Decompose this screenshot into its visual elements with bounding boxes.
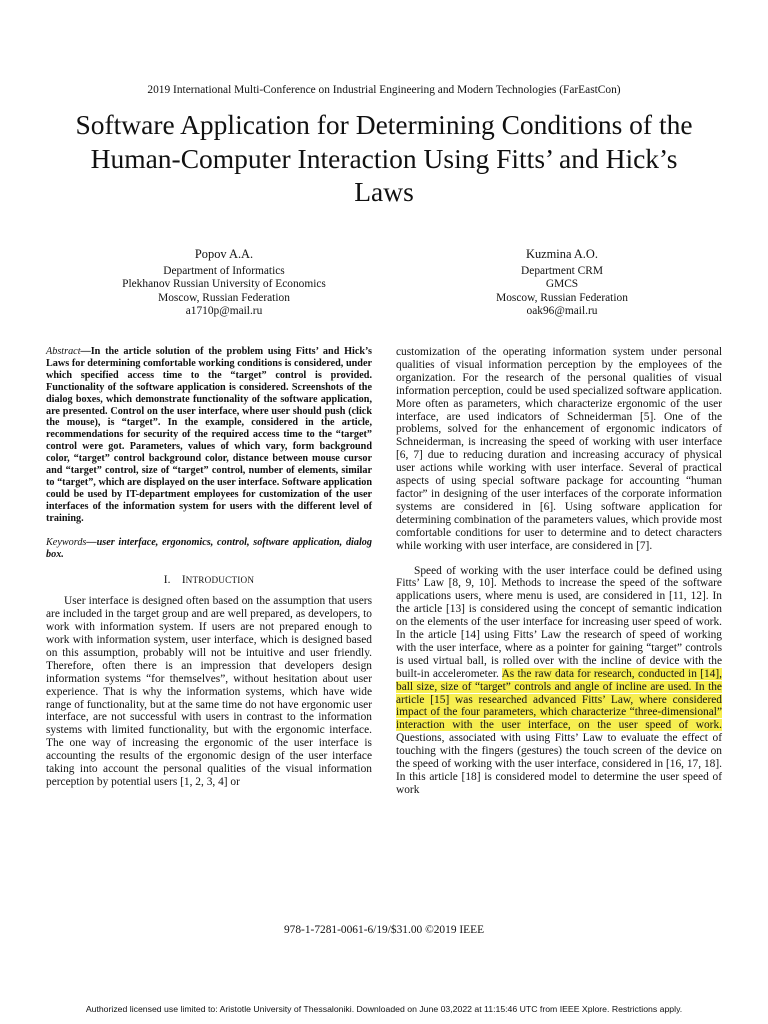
section-heading-introduction (46, 574, 372, 587)
section-title-rest: NTRODUCTION (185, 575, 255, 586)
author-block-1 (84, 248, 364, 319)
section-initial: I (181, 574, 186, 587)
abstract-text: In the article solution of the problem using Fitts’ and Hick’s Laws for determining comfortable working conditions is considered, under which specified access time to the “target” control is provided. Functionality of the software application is considered. Screenshots of the dialog boxes, which demonstrate functionality of the software application, are presented. Control on the user interface, where user should push (click the mouse), is “target”. In the example, considered in the article, recommendations for security of the required access time to the “target” control were got. Parameters, values of which vary, form background color, “target” control background color, distance between mouse cursor and “target” control, size of “target” control, number of elements, similar to “target”, which are displayed on the user interface. Software application could be used by IT-department employees for customization of the user interfaces of the information system for users with the different level of training. (46, 346, 372, 524)
author-email: oak96@mail.ru (526, 305, 598, 318)
section-number: I. (163, 574, 171, 587)
right-column (396, 346, 722, 797)
paragraph-text: Speed of working with the user interface could be defined using Fitts’ Law [8, 9, 10]. Methods to increase the speed of the software applications users, where menu is used, are considered in [11, 12]. In the article [13] is considered using the concept of semantic indication on the elements of the user interface for increasing user speed of work. In the article [14] using Fitts’ Law the research of speed of working with the user interface, where as a pointer for gaining “target” controls is used virtual ball, is rolled over with the incline of device with the built-in accelerometer. (396, 564, 722, 680)
paper-title: Software Application for Determining Conditions of the Human-Computer Interaction Using Fitts’ and Hick’s Laws (75, 109, 693, 207)
conference-header: 2019 International Multi-Conference on Industrial Engineering and Modern Technologies (FarEastCon) (147, 84, 621, 96)
body-paragraph-1: customization of the operating information system under personal qualities of visual information perception by the employees of the organization. For the research of the personal qualities of visual information perception, could be used specialized software application. More often as parameters, which characterize ergonomic of the user interface, are used indicators of Schneiderman [5]. One of the problems, solved for the enhancement of ergonomic indicators of Schneiderman, is increasing the speed of working with user interface [6, 7] due to reducing duration and increasing accuracy of physical user actions while working with user interface. Several of practical aspects of using special software package for accounting “human factor” in designing of the user interfaces of the corporate information systems are considered in [6]. Using software application for determining combination of the parameters values, which provide most comfortable conditions for user to determine and to detect characters while working with user interface, are considered in [7]. (396, 346, 722, 552)
author-location: Moscow, Russian Federation (496, 291, 628, 304)
abstract-label: Abstract (46, 346, 81, 357)
abstract: Abstract—In the article solution of the problem using Fitts’ and Hick’s Laws for determining comfortable working conditions is considered, under which specified access time to the “target” control is provided. Functionality of the software application is considered. Screenshots of the dialog boxes, which demonstrate functionality of the software application, are presented. Control on the user interface, where user should push (click the mouse), is “target”. In the example, considered in the article, recommendations for security of the required access time to the “target” control were got. Parameters, values of which vary, form background color, “target” control background color, distance between mouse cursor and “target” control, size of “target” control, number of elements, similar to “target”, which are displayed on the user interface. Software application could be used by IT-department employees for customization of the user interfaces of the information system for users with the different level of training. (46, 346, 372, 524)
author-name: Popov A.A. (194, 247, 254, 261)
highlighted-text: As the raw data for research, conducted in [14], ball size, size of “target” controls and angle of incline are used. In the article [15] was researched advanced Fitts’ Law, where considered impact of the four parameters, which characterize “three-dimensional” interaction with the user interface, on the user speed of work. (396, 667, 722, 732)
license-footer: Authorized licensed use limited to: Aristotle University of Thessaloniki. Downloaded on June 03,2022 at 11:15:46 UTC from IEEE Xplore. Restrictions apply. (85, 1004, 683, 1014)
keywords-text: user interface, ergonomics, control, software application, dialog box. (46, 536, 372, 560)
body-paragraph-2 (396, 565, 722, 797)
author-location: Moscow, Russian Federation (158, 291, 290, 304)
author-name: Kuzmina A.O. (526, 247, 598, 261)
keywords: Keywords—user interface, ergonomics, control, software application, dialog box. (46, 536, 372, 560)
author-organization: Plekhanov Russian University of Economics (122, 278, 326, 291)
left-column (46, 346, 372, 789)
author-department: Department CRM (521, 264, 603, 277)
intro-paragraph: User interface is designed often based on the assumption that users are included in the target group and are well prepared, as developers, to work with information system. If users are not prepared enough to work with information system, user interface, which is designed based on this assumption, probably will not be intuitive and user friendly. Therefore, often there is an impression that developers design information systems “for themselves”, without hesitation about user experience. That is why the information systems, which have wide range of functionality, but at the same time do not have ergonomic user interface, are not successful with users in contrast to the information systems with limited functionality, but with the ergonomic interface. The one way of increasing the ergonomic of the user interface is accounting the results of the ergonomic design of the user interface taking into account the personal qualities of the visual information perception by potential users [1, 2, 3, 4] or (46, 595, 372, 788)
author-organization: GMCS (545, 278, 579, 291)
isbn-line: 978-1-7281-0061-6/19/$31.00 ©2019 IEEE (283, 924, 485, 936)
author-email: a1710p@mail.ru (185, 305, 263, 318)
keywords-label: Keywords (46, 536, 87, 548)
author-block-2 (422, 248, 702, 319)
author-department: Department of Informatics (163, 264, 285, 277)
paragraph-text-end: Questions, associated with using Fitts’ Law to evaluate the effect of touching with the fingers (gestures) the touch screen of the device on the speed of working with the user interface, considered in [16, 17, 18]. In this article [18] is considered model to determine the user speed of work (396, 732, 722, 796)
